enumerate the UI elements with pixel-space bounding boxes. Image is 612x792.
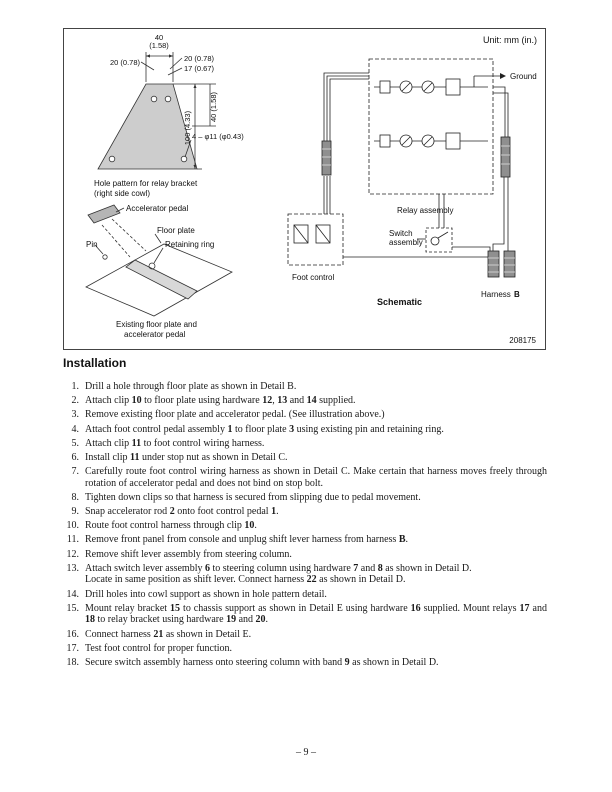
- installation-step: [63, 657, 547, 669]
- step-text: Secure switch assembly harness onto steering column with band 9 as shown in Detail D.: [85, 656, 439, 668]
- installation-step: [63, 520, 547, 532]
- dim-right-lower: 17 (0.67): [184, 64, 215, 73]
- installation-step: [63, 438, 547, 450]
- pedal-caption-line1: Existing floor plate and: [116, 320, 197, 329]
- drawing-number: 208175: [509, 336, 536, 345]
- step-text: Test foot control for proper function.: [85, 642, 233, 654]
- hole-pattern-caption-line2: (right side cowl): [94, 189, 151, 198]
- step-text: Route foot control harness through clip 10.: [85, 520, 257, 532]
- installation-step: [63, 492, 547, 504]
- step-text: Attach switch lever assembly 6 to steering column using hardware 7 and 8 as shown in Detail D. Locate in same position as shift lever. Connect harness 22 as shown in Detail D.: [85, 562, 472, 586]
- dim-right-upper: 20 (0.78): [184, 54, 215, 63]
- unit-label: Unit: mm (in.): [483, 35, 537, 45]
- step-text: Attach clip 10 to floor plate using hardware 12, 13 and 14 supplied.: [85, 395, 356, 407]
- step-text: Attach clip 11 to foot control wiring harness.: [85, 437, 265, 449]
- installation-section: [63, 356, 547, 671]
- step-number: 8.: [71, 491, 79, 503]
- label-relay-assembly: Relay assembly: [397, 206, 454, 215]
- schematic-title: Schematic: [377, 297, 423, 307]
- installation-step: [63, 466, 547, 489]
- step-text: Snap accelerator rod 2 onto foot control pedal 1.: [85, 506, 279, 518]
- step-text: Remove front panel from console and unplug shift lever harness from harness B.: [85, 534, 408, 546]
- step-text: Attach foot control pedal assembly 1 to floor plate 3 using existing pin and retaining ring.: [85, 423, 444, 435]
- installation-steps: [63, 381, 547, 669]
- installation-step: [63, 549, 547, 561]
- installation-step: [63, 395, 547, 407]
- installation-step: [63, 409, 547, 421]
- label-ground: Ground: [510, 72, 537, 81]
- label-retaining-ring: Retaining ring: [165, 240, 215, 249]
- pedal-caption-line2: accelerator pedal: [124, 330, 186, 339]
- section-title: Installation: [63, 356, 127, 370]
- label-harness-id: B: [514, 290, 520, 299]
- figure-line-art: [64, 29, 545, 349]
- label-floor-plate: Floor plate: [157, 226, 195, 235]
- installation-step: [63, 643, 547, 655]
- installation-step: [63, 381, 547, 393]
- step-number: 7.: [71, 466, 79, 478]
- dim-width-top-inches: (1.58): [149, 41, 169, 50]
- installation-step: [63, 563, 547, 586]
- step-number: 13.: [66, 562, 79, 574]
- figure-box: [63, 28, 546, 350]
- step-number: 17.: [66, 642, 79, 654]
- step-text: Connect harness 21 as shown in Detail E.: [85, 628, 252, 640]
- step-text: Carefully route foot control wiring harness as shown in Detail C. Make certain that harness moves freely through rotation of accelerator pedal and does not bind on stop bolt.: [85, 466, 547, 489]
- step-text: Tighten down clips so that harness is secured from slipping due to pedal movement.: [85, 491, 421, 503]
- step-number: 1.: [71, 381, 79, 392]
- step-number: 4.: [71, 423, 79, 435]
- step-number: 18.: [66, 656, 79, 668]
- step-number: 12.: [66, 548, 79, 560]
- step-text: Mount relay bracket 15 to chassis support as shown in Detail E using hardware 16 supplied. Mount relays 17 and 18 to relay bracket using hardware 19 and 20.: [85, 602, 547, 626]
- installation-step: [63, 452, 547, 464]
- step-number: 6.: [71, 451, 79, 463]
- installation-step: [63, 589, 547, 601]
- step-text: Drill a hole through floor plate as shown in Detail B.: [85, 381, 297, 392]
- installation-step: [63, 603, 547, 626]
- step-number: 9.: [71, 506, 79, 518]
- figure-labels: [86, 33, 537, 345]
- hole-pattern-caption-line1: Hole pattern for relay bracket: [94, 179, 198, 188]
- step-number: 16.: [66, 628, 79, 640]
- installation-step: [63, 424, 547, 436]
- pedal-drawing: [86, 205, 232, 316]
- step-number: 10.: [66, 520, 79, 532]
- holes-label: 4 – φ11 (φ0.43): [192, 132, 244, 141]
- step-number: 11.: [66, 534, 79, 546]
- dim-side: 40 (1.58): [209, 91, 218, 123]
- step-number: 3.: [71, 409, 79, 421]
- page-number: – 9 –: [296, 747, 316, 758]
- label-switch-line2: assembly: [389, 238, 423, 247]
- label-foot-control: Foot control: [292, 273, 335, 282]
- step-text: Remove existing floor plate and accelerator pedal. (See illustration above.): [85, 409, 385, 421]
- label-harness: Harness: [481, 290, 511, 299]
- step-text: Remove shift lever assembly from steering column.: [85, 548, 292, 560]
- dim-height: 100 (4.33): [183, 110, 192, 146]
- dim-left: 20 (0.78): [109, 58, 140, 67]
- step-number: 14.: [66, 588, 79, 600]
- step-number: 5.: [71, 437, 79, 449]
- label-switch-line1: Switch: [389, 229, 413, 238]
- label-accelerator-pedal: Accelerator pedal: [126, 204, 189, 213]
- step-text: Drill holes into cowl support as shown in hole pattern detail.: [85, 588, 327, 600]
- installation-step: [63, 629, 547, 641]
- step-number: 15.: [66, 602, 79, 614]
- step-number: 2.: [71, 395, 79, 407]
- label-pin: Pin: [86, 240, 98, 249]
- installation-step: [63, 534, 547, 546]
- step-text: Install clip 11 under stop nut as shown in Detail C.: [85, 451, 288, 463]
- installation-step: [63, 506, 547, 518]
- dim-width-top: 40: [154, 33, 164, 42]
